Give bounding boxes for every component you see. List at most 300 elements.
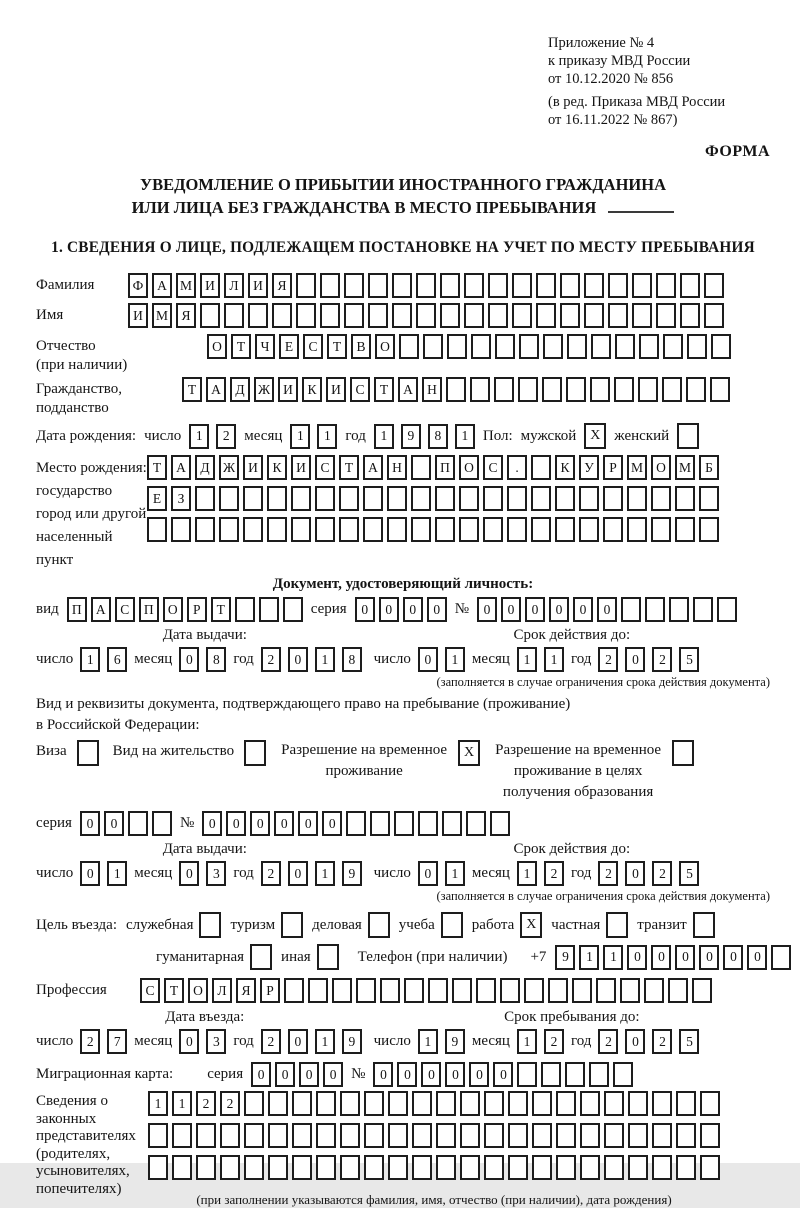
char-box bbox=[632, 303, 652, 328]
temp-permit-label: Разрешение на временное проживание bbox=[281, 742, 448, 779]
char-box: Е bbox=[279, 334, 299, 359]
char-box bbox=[435, 486, 455, 511]
entry-stay-dates bbox=[36, 1009, 770, 1054]
char-box bbox=[292, 1091, 312, 1116]
month-label: месяц bbox=[134, 1033, 173, 1049]
char-box bbox=[652, 1091, 672, 1116]
char-box: 0 bbox=[179, 1029, 199, 1054]
identity-valid-col bbox=[374, 627, 770, 690]
month-label: месяц bbox=[134, 865, 173, 881]
char-box: 1 bbox=[80, 647, 100, 672]
char-box bbox=[531, 517, 551, 542]
char-box bbox=[248, 303, 268, 328]
char-box bbox=[699, 517, 719, 542]
char-box bbox=[676, 1155, 696, 1180]
char-box bbox=[476, 978, 496, 1003]
char-box bbox=[388, 1091, 408, 1116]
char-box bbox=[296, 303, 316, 328]
citizenship-label bbox=[36, 377, 182, 418]
birth-month-boxes bbox=[290, 424, 337, 449]
char-box bbox=[524, 978, 544, 1003]
char-box bbox=[364, 1155, 384, 1180]
char-box: Д bbox=[230, 377, 250, 402]
identity-valid-day-boxes bbox=[418, 647, 465, 672]
char-box bbox=[556, 1155, 576, 1180]
day-label: число bbox=[36, 865, 74, 881]
char-box bbox=[488, 303, 508, 328]
phone-prefix: +7 bbox=[530, 948, 547, 965]
transit-label: транзит bbox=[637, 916, 687, 933]
representatives-row2 bbox=[148, 1123, 720, 1148]
char-box bbox=[628, 1091, 648, 1116]
transit-checkbox bbox=[693, 912, 715, 938]
permit-valid-date bbox=[374, 861, 770, 886]
char-box: 0 bbox=[299, 1062, 319, 1087]
char-box bbox=[662, 377, 682, 402]
birthplace-row1 bbox=[147, 455, 719, 480]
char-box bbox=[680, 273, 700, 298]
reps-label-line5: усыновителях, bbox=[36, 1163, 130, 1179]
char-box bbox=[459, 517, 479, 542]
char-box: 0 bbox=[427, 597, 447, 622]
char-box: 1 bbox=[189, 424, 209, 449]
char-box: 0 bbox=[275, 1062, 295, 1087]
char-box: 5 bbox=[679, 861, 699, 886]
char-box bbox=[315, 486, 335, 511]
purpose-label: Цель въезда: bbox=[36, 916, 117, 933]
char-box: 0 bbox=[80, 861, 100, 886]
char-box: 8 bbox=[206, 647, 226, 672]
char-box: 0 bbox=[288, 1029, 308, 1054]
char-box: 2 bbox=[652, 1029, 672, 1054]
identity-valid-year-boxes bbox=[598, 647, 699, 672]
temp-permit-education-checkbox bbox=[672, 740, 694, 766]
birthplace-row2 bbox=[147, 486, 719, 511]
reps-label-line4: (родителях, bbox=[36, 1145, 111, 1162]
char-box bbox=[356, 978, 376, 1003]
form-title bbox=[36, 173, 770, 219]
char-box: 0 bbox=[625, 861, 645, 886]
char-box bbox=[604, 1123, 624, 1148]
given-name-boxes bbox=[128, 303, 724, 328]
char-box: П bbox=[435, 455, 455, 480]
char-box: О bbox=[188, 978, 208, 1003]
char-box bbox=[668, 978, 688, 1003]
permit-dates bbox=[36, 841, 770, 904]
year-label: год bbox=[233, 651, 254, 667]
char-box: П bbox=[67, 597, 87, 622]
char-box: 2 bbox=[544, 861, 564, 886]
char-box bbox=[411, 517, 431, 542]
char-box: 1 bbox=[418, 1029, 438, 1054]
permit-issue-col bbox=[36, 841, 374, 904]
identity-issue-col bbox=[36, 627, 374, 690]
entry-day-boxes bbox=[80, 1029, 127, 1054]
residence-permit-label: Вид на жительство bbox=[112, 743, 235, 759]
char-box: Л bbox=[224, 273, 244, 298]
char-box: С bbox=[303, 334, 323, 359]
char-box bbox=[308, 978, 328, 1003]
char-box bbox=[512, 303, 532, 328]
char-box bbox=[368, 273, 388, 298]
char-box: И bbox=[291, 455, 311, 480]
char-box: Я bbox=[176, 303, 196, 328]
char-box bbox=[412, 1123, 432, 1148]
work-label: работа bbox=[471, 916, 515, 933]
char-box bbox=[436, 1123, 456, 1148]
char-box: Т bbox=[164, 978, 184, 1003]
char-box bbox=[508, 1091, 528, 1116]
char-box: 0 bbox=[418, 647, 438, 672]
char-box bbox=[644, 978, 664, 1003]
char-box: Я bbox=[236, 978, 256, 1003]
char-box: 1 bbox=[148, 1091, 168, 1116]
char-box bbox=[364, 1091, 384, 1116]
appendix-line-1: Приложение № 4 bbox=[548, 35, 655, 51]
char-box bbox=[603, 486, 623, 511]
char-box: М bbox=[152, 303, 172, 328]
char-box: 9 bbox=[401, 424, 421, 449]
residence-permit-row bbox=[36, 740, 770, 803]
char-box bbox=[219, 517, 239, 542]
char-box bbox=[368, 303, 388, 328]
char-box: И bbox=[278, 377, 298, 402]
month-label: месяц bbox=[471, 865, 510, 881]
char-box bbox=[320, 273, 340, 298]
char-box bbox=[632, 273, 652, 298]
birthplace-label-line1: Место рождения: bbox=[36, 460, 147, 476]
char-box bbox=[268, 1091, 288, 1116]
char-box bbox=[428, 978, 448, 1003]
char-box bbox=[692, 978, 712, 1003]
char-box: С bbox=[483, 455, 503, 480]
char-box: 1 bbox=[445, 647, 465, 672]
char-box bbox=[148, 1123, 168, 1148]
char-box bbox=[579, 517, 599, 542]
given-name-field bbox=[36, 303, 770, 328]
char-box: 0 bbox=[322, 811, 342, 836]
char-box bbox=[591, 334, 611, 359]
char-box bbox=[446, 377, 466, 402]
char-box: Т bbox=[339, 455, 359, 480]
char-box bbox=[565, 1062, 585, 1087]
char-box bbox=[613, 1062, 633, 1087]
char-box bbox=[388, 1123, 408, 1148]
year-label: год bbox=[570, 1033, 592, 1049]
month-label: месяц bbox=[471, 651, 510, 667]
char-box bbox=[494, 377, 514, 402]
doc-type-label: вид bbox=[36, 601, 59, 617]
char-box: 9 bbox=[342, 861, 362, 886]
char-box bbox=[283, 597, 303, 622]
char-box: 0 bbox=[274, 811, 294, 836]
char-box: 8 bbox=[342, 647, 362, 672]
business-checkbox bbox=[368, 912, 390, 938]
identity-issue-year-boxes bbox=[261, 647, 362, 672]
reps-label-line6: попечителях) bbox=[36, 1180, 122, 1197]
doc-number-boxes bbox=[477, 597, 737, 622]
char-box: 0 bbox=[323, 1062, 343, 1087]
temp-permit-checkbox: X bbox=[458, 740, 480, 766]
day-label: число bbox=[373, 1033, 411, 1049]
representatives-row1 bbox=[148, 1091, 720, 1116]
reps-label-line1: Сведения о bbox=[36, 1093, 108, 1109]
char-box bbox=[531, 455, 551, 480]
char-box bbox=[556, 1123, 576, 1148]
birthplace-label-line3: город или другой bbox=[36, 506, 147, 522]
char-box bbox=[589, 1062, 609, 1087]
birthplace-label-line4: населенный пункт bbox=[36, 529, 113, 568]
char-box: 1 bbox=[315, 1029, 335, 1054]
reps-label-line3: представителях bbox=[36, 1128, 136, 1144]
char-box bbox=[680, 303, 700, 328]
char-box bbox=[555, 486, 575, 511]
char-box bbox=[316, 1123, 336, 1148]
char-box: 0 bbox=[597, 597, 617, 622]
representatives-boxes bbox=[148, 1091, 720, 1208]
entry-month-boxes bbox=[179, 1029, 226, 1054]
char-box bbox=[542, 377, 562, 402]
char-box: 0 bbox=[418, 861, 438, 886]
char-box: С bbox=[140, 978, 160, 1003]
birth-day-label: число bbox=[144, 427, 182, 444]
char-box bbox=[566, 377, 586, 402]
char-box bbox=[259, 597, 279, 622]
char-box bbox=[580, 1123, 600, 1148]
stay-until-col bbox=[374, 1009, 770, 1054]
identity-issue-day-boxes bbox=[80, 647, 127, 672]
char-box bbox=[687, 334, 707, 359]
patronymic-boxes bbox=[207, 334, 731, 359]
char-box: 2 bbox=[261, 861, 281, 886]
char-box bbox=[484, 1091, 504, 1116]
char-box: К bbox=[555, 455, 575, 480]
year-label: год bbox=[233, 1033, 254, 1049]
char-box: А bbox=[398, 377, 418, 402]
char-box: О bbox=[163, 597, 183, 622]
char-box bbox=[219, 486, 239, 511]
patronymic-label bbox=[36, 334, 207, 375]
char-box bbox=[580, 1155, 600, 1180]
char-box: 0 bbox=[525, 597, 545, 622]
visa-checkbox bbox=[77, 740, 99, 766]
char-box bbox=[316, 1155, 336, 1180]
patronymic-field bbox=[36, 334, 770, 375]
char-box: 0 bbox=[501, 597, 521, 622]
char-box bbox=[460, 1155, 480, 1180]
official-checkbox bbox=[199, 912, 221, 938]
char-box bbox=[490, 811, 510, 836]
char-box bbox=[711, 334, 731, 359]
representatives-field bbox=[36, 1091, 770, 1208]
char-box bbox=[411, 455, 431, 480]
entry-date-col bbox=[36, 1009, 374, 1054]
surname-field bbox=[36, 273, 770, 298]
stay-day-boxes bbox=[418, 1029, 465, 1054]
permit-series-label: серия bbox=[36, 815, 72, 831]
char-box bbox=[466, 811, 486, 836]
visa-label: Виза bbox=[36, 743, 67, 759]
char-box bbox=[423, 334, 443, 359]
birth-year-boxes bbox=[374, 424, 475, 449]
stay-until-date bbox=[374, 1029, 770, 1054]
char-box: 0 bbox=[625, 647, 645, 672]
section1-heading: 1. СВЕДЕНИЯ О ЛИЦЕ, ПОДЛЕЖАЩЕМ ПОСТАНОВКЕ НА УЧЕТ ПО МЕСТУ ПРЕБЫВАНИЯ bbox=[51, 239, 755, 256]
char-box: 0 bbox=[477, 597, 497, 622]
char-box bbox=[536, 273, 556, 298]
char-box bbox=[572, 978, 592, 1003]
char-box bbox=[483, 486, 503, 511]
birthplace-label-line2: государство bbox=[36, 483, 113, 499]
validity-note: (заполняется в случае ограничения срока действия документа) bbox=[436, 675, 770, 689]
char-box: И bbox=[243, 455, 263, 480]
char-box bbox=[555, 517, 575, 542]
char-box: Н bbox=[422, 377, 442, 402]
char-box bbox=[171, 517, 191, 542]
residence-permit-checkbox bbox=[244, 740, 266, 766]
char-box: Т bbox=[211, 597, 231, 622]
char-box: 3 bbox=[206, 861, 226, 886]
char-box: О bbox=[459, 455, 479, 480]
char-box: А bbox=[206, 377, 226, 402]
permit-valid-year-boxes bbox=[598, 861, 699, 886]
char-box: 2 bbox=[598, 1029, 618, 1054]
char-box: 0 bbox=[251, 1062, 271, 1087]
char-box: А bbox=[363, 455, 383, 480]
char-box: П bbox=[139, 597, 159, 622]
char-box bbox=[596, 978, 616, 1003]
char-box bbox=[518, 377, 538, 402]
citizenship-label-line1: Гражданство, bbox=[36, 381, 123, 397]
char-box: 1 bbox=[455, 424, 475, 449]
char-box: 0 bbox=[202, 811, 222, 836]
char-box bbox=[363, 486, 383, 511]
char-box: 1 bbox=[517, 861, 537, 886]
char-box bbox=[627, 486, 647, 511]
char-box bbox=[614, 377, 634, 402]
char-box: 2 bbox=[652, 861, 672, 886]
char-box: 9 bbox=[445, 1029, 465, 1054]
char-box: 1 bbox=[290, 424, 310, 449]
private-label: частная bbox=[551, 916, 601, 933]
char-box bbox=[416, 303, 436, 328]
char-box bbox=[584, 303, 604, 328]
char-box bbox=[500, 978, 520, 1003]
char-box: И bbox=[128, 303, 148, 328]
char-box bbox=[442, 811, 462, 836]
char-box bbox=[471, 334, 491, 359]
identity-valid-month-boxes bbox=[517, 647, 564, 672]
doc-number-label: № bbox=[454, 601, 469, 617]
char-box: И bbox=[326, 377, 346, 402]
permit-valid-day-boxes bbox=[418, 861, 465, 886]
char-box: И bbox=[248, 273, 268, 298]
char-box bbox=[639, 334, 659, 359]
char-box: У bbox=[579, 455, 599, 480]
char-box bbox=[195, 486, 215, 511]
private-checkbox bbox=[606, 912, 628, 938]
char-box: 2 bbox=[220, 1091, 240, 1116]
official-label: служебная bbox=[125, 916, 194, 933]
char-box bbox=[220, 1123, 240, 1148]
char-box: К bbox=[267, 455, 287, 480]
char-box bbox=[363, 517, 383, 542]
char-box bbox=[243, 517, 263, 542]
char-box bbox=[272, 303, 292, 328]
identity-issue-date bbox=[36, 647, 374, 672]
char-box: В bbox=[351, 334, 371, 359]
char-box bbox=[531, 486, 551, 511]
char-box bbox=[320, 303, 340, 328]
tourism-checkbox bbox=[281, 912, 303, 938]
char-box: 6 bbox=[107, 647, 127, 672]
char-box bbox=[411, 486, 431, 511]
char-box bbox=[387, 517, 407, 542]
char-box bbox=[507, 486, 527, 511]
char-box bbox=[196, 1123, 216, 1148]
tourism-label: туризм bbox=[230, 916, 276, 933]
entry-date bbox=[36, 1029, 374, 1054]
citizenship-label-line2: подданство bbox=[36, 400, 109, 416]
business-label: деловая bbox=[312, 916, 362, 933]
char-box bbox=[440, 273, 460, 298]
char-box bbox=[638, 377, 658, 402]
char-box bbox=[196, 1155, 216, 1180]
char-box: О bbox=[207, 334, 227, 359]
char-box bbox=[675, 517, 695, 542]
char-box bbox=[548, 978, 568, 1003]
migration-number-boxes bbox=[373, 1062, 633, 1087]
humanitarian-label: гуманитарная bbox=[156, 948, 245, 965]
valid-until-label: Срок действия до: bbox=[513, 841, 631, 857]
char-box: Ж bbox=[219, 455, 239, 480]
char-box: 2 bbox=[80, 1029, 100, 1054]
char-box: Р bbox=[603, 455, 623, 480]
char-box: 5 bbox=[679, 1029, 699, 1054]
char-box bbox=[459, 486, 479, 511]
char-box: 0 bbox=[179, 861, 199, 886]
char-box: 0 bbox=[288, 861, 308, 886]
char-box bbox=[316, 1091, 336, 1116]
char-box bbox=[717, 597, 737, 622]
char-box bbox=[590, 377, 610, 402]
permit-issue-year-boxes bbox=[261, 861, 362, 886]
purpose-other bbox=[281, 944, 339, 970]
char-box bbox=[243, 486, 263, 511]
char-box bbox=[416, 273, 436, 298]
char-box bbox=[364, 1123, 384, 1148]
permit-number-label: № bbox=[179, 815, 195, 831]
birthplace-boxes bbox=[147, 455, 719, 542]
char-box: 8 bbox=[428, 424, 448, 449]
char-box bbox=[152, 811, 172, 836]
char-box bbox=[268, 1123, 288, 1148]
sex-female-label: женский bbox=[614, 427, 670, 444]
doc-type-boxes bbox=[67, 597, 303, 622]
char-box: С bbox=[315, 455, 335, 480]
char-box bbox=[172, 1123, 192, 1148]
form-title-line2-wrap bbox=[36, 196, 770, 219]
char-box bbox=[128, 811, 148, 836]
form-label: ФОРМА bbox=[704, 143, 770, 160]
purpose-humanitarian bbox=[156, 944, 272, 970]
char-box: 1 bbox=[603, 945, 623, 970]
permit-number-boxes bbox=[202, 811, 510, 836]
char-box bbox=[339, 486, 359, 511]
char-box bbox=[315, 517, 335, 542]
issue-date-label: Дата выдачи: bbox=[162, 627, 247, 643]
reps-label-line2: законных bbox=[36, 1110, 97, 1127]
